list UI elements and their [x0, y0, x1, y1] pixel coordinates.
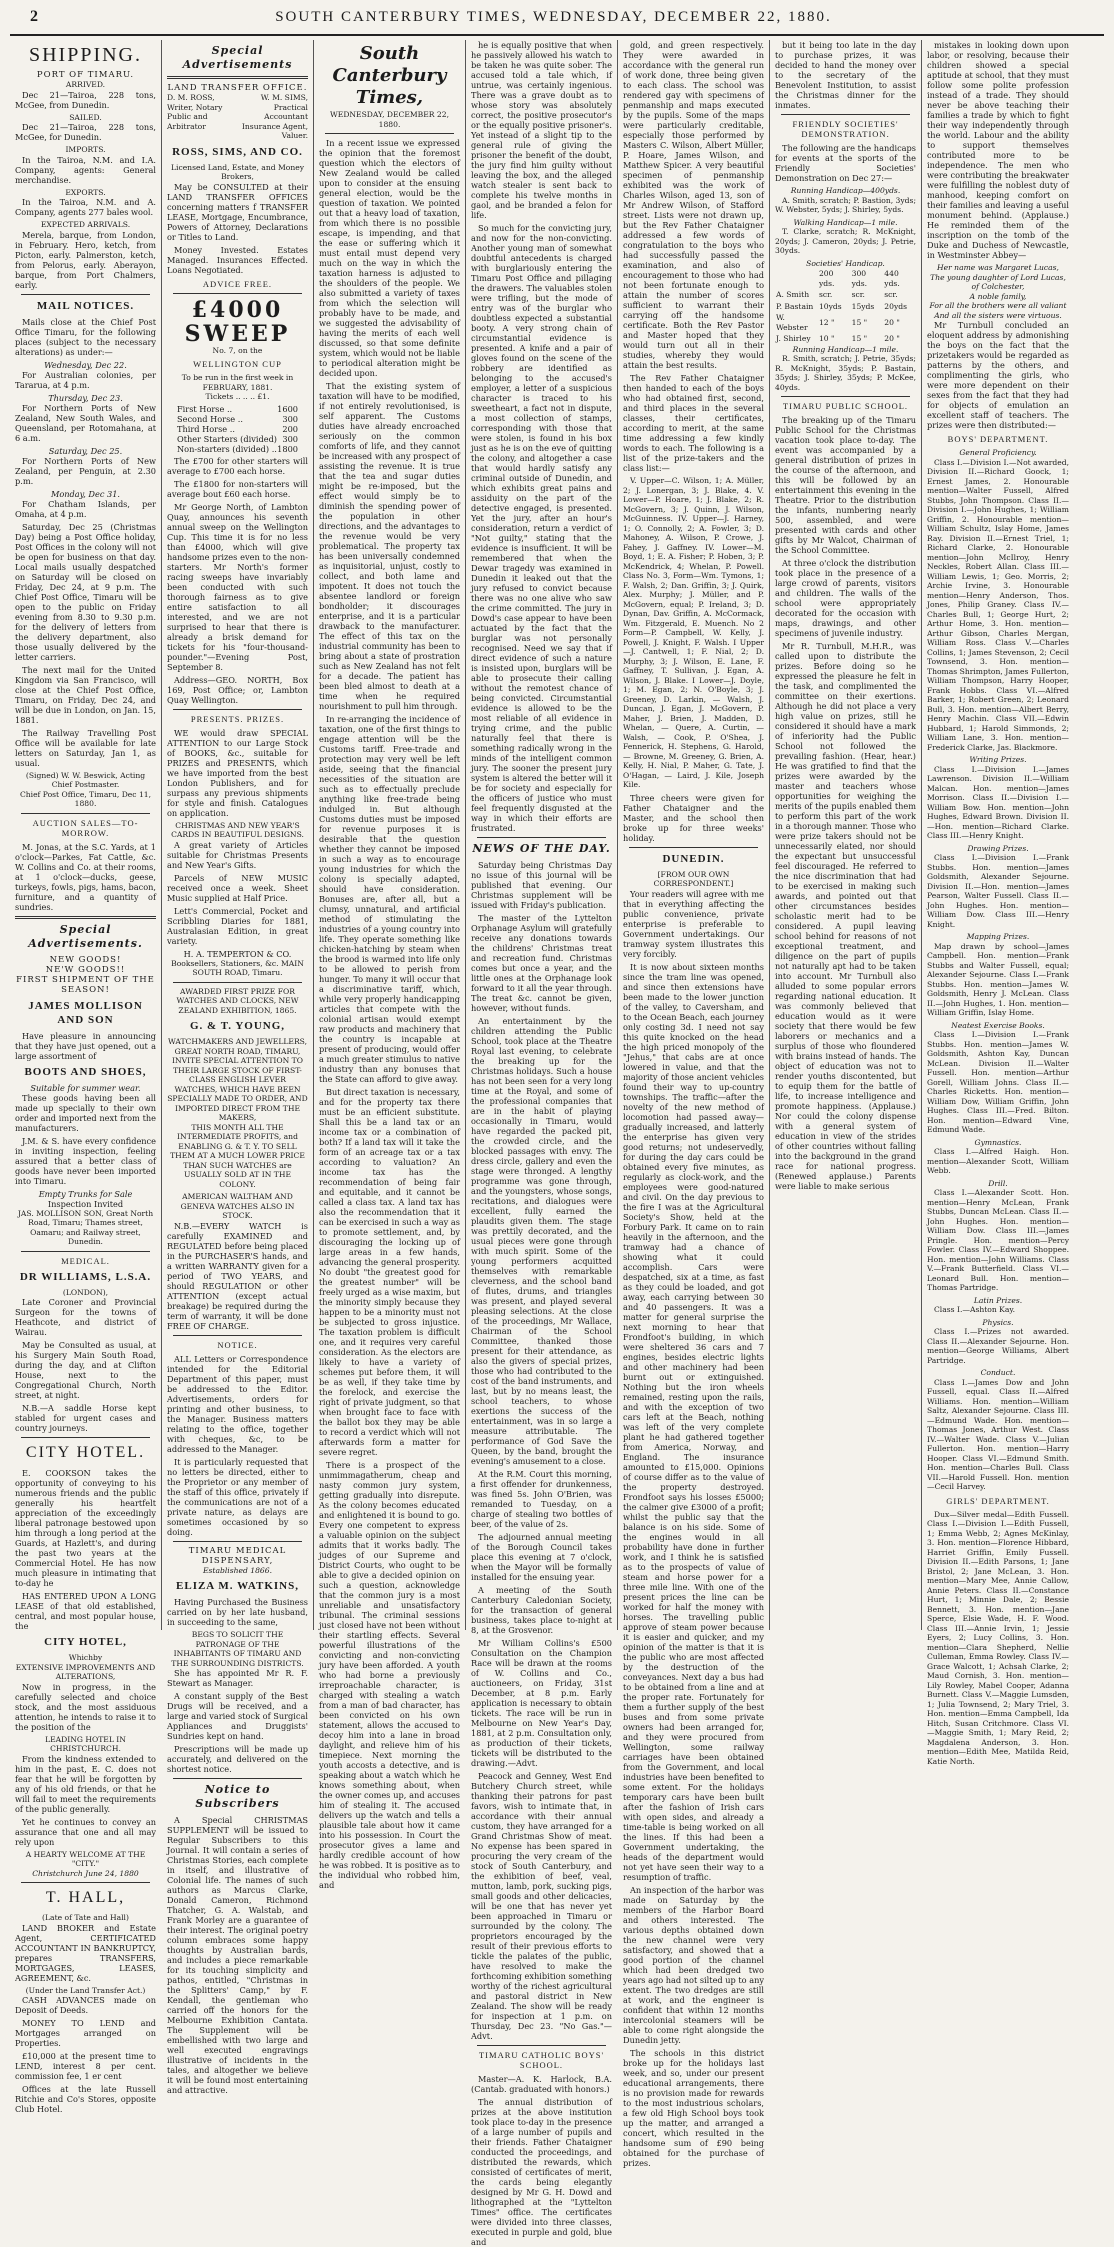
city-text-5: Yet he continues to convey an assurance that one and all may rely upon [15, 1816, 156, 1847]
prize-list: Class I.—James Dow and John Fussell, equal. Class II.—Alfred Williams. Hon. mention—William Saltz, Alexander Sejourne. Class III.—Edmund Wade. Hon. mention—Thomas Jones, Arthur West. Class IV.—Walter Wade. Class V.—Julian Fullerton. Hon. mention—Harry Hooper. Class VI.—Edmund Smith. Hon. mention—Charles Bull. Class VII.—Harold Fussell. Hon. mention—Cecil Harvey. [927, 1377, 1069, 1491]
auction-text: M. Jonas, at the S.C. Yards, at 1 o'clock—Parkes, Fat Cattle, &c. W. Collins and Co. at their rooms, at 1 o'clock—ducks, geese, turkeys, fowls, pigs, hams, bacon, furniture, and a quantity of sundries. [15, 841, 156, 912]
news-item: At the R.M. Court this morning, a first offender for drunkenness, was fined 5s. John O'Brien, was remanded to Tuesday, on a charge of stealing two bottles of beer, of the value of 2s. [471, 1469, 612, 1529]
begs-text: BEGS TO SOLICIT THE PATRONAGE OF THE INHABITANTS OF TIMARU AND THE SURROUNDING DISTRICTS. [171, 1630, 304, 1668]
dunedin-paragraph: but it being too late in the day to purchase prizes, it was decided to hand the money over to the secretary of the Benevolent Institution, to assist the Christmas dinner for the inmates. [775, 40, 916, 110]
news-item: A meeting of the South Canterbury Caledonian Society, for the transaction of general business, takes place to-night at 8, at the Grosvenor. [471, 1585, 612, 1635]
divider [477, 2045, 606, 2046]
city-welcome: A HEARTY WELCOME AT THE "CITY." [25, 1849, 146, 1868]
temperton-address: Booksellers, Stationers, &c. MAIN SOUTH ROAD, Timaru. [171, 958, 304, 977]
prize-label: Third Horse .. [177, 423, 235, 434]
column-2 [162, 40, 314, 2095]
prize-amount: 1600 [277, 403, 298, 414]
prize-category: Gymnastics. [974, 1137, 1022, 1147]
watkins-name: ELIZA M. WATKINS, [176, 1580, 299, 1592]
news-item: An entertainment by the children attending the Public School, took place at the Theatre Royal last evening, to celebrate the breaking up for the Christmas holidays. Such a house has not been seen for a very long time at the Royal, and some of the professional companies that are in the habit of playing occasionally in Timaru, would have regarded the packed pit, the crowded circle, and the blocked passages with envy. The dress circle, gallery and even the stage were thronged. A lengthy programme was gone through, and the youngsters, whose songs, recitations, and dialogues were excellent, fully earned the plaudits given them. The stage was prettily decorated, and the usual pieces were gone through with much spirit. Some of the young performers acquitted themselves with remarkable cleverness, and the school band of flutes, drums, and triangles was present, and played several pleasing selections. At the close of the proceedings, Mr Wallace, Chairman of the School Committee, thanked those present for their attendance, as also the givers of special prizes, those who had contributed to the cost of the band instruments, and last, but by no means least, the school teachers, to whose exertions the success of the entertainment, was in so large a measure attributable. The performance of God Save the Queen, by the band, brought the evening's amusement to a close. [471, 1016, 612, 1466]
public-school-paragraph: Mr R. Turnbull, M.H.R., was called upon to distribute the prizes. Before doing so he expressed the pleasure he felt in the task, and complimented the committee on their exertions. Although he did not place a very high value on prizes, still he considered it should have a mark of inferiority had the Public School not followed the prevailing fashion. (Hear, hear.) He was gratified to find that the prizes were awarded by the master and teachers whose opportunities for weighing the merits of the pupils enabled them to perform this part of the work in a thorough manner. Those who were prize takers should not be unnecessarily elated, nor should the expectant but unsuccessful feel discouraged. He referred to the nice discrimination that had to be exercised in making such awards, and pointed out that other circumstances besides scholastic merit had to be considered. A pupil leaving school behind for reasons of not exceptional treatment, and diligence on the part of pupils not naturally apt had to be taken into account. Mr Turnbull also alluded to some popular errors regarding national education. It was commonly believed that education would as it were society that there would be few laborers or mechanics and a surplus of those who floundered with brains instead of hands. The object of education was not to render youths discontented, but to equip them for the battle of life, to increase intelligence and promote happiness. (Applause.) Nor could the colony dispense with a general system of education in view of the strides of other countries without falling into the background in the grand race for national progress. (Renewed applause.) Parents were liable to make serious [775, 641, 916, 1191]
nameplate: South Canterbury Times, [332, 43, 447, 108]
catholic-school-heading: TIMARU CATHOLIC BOYS' SCHOOL. [478, 2050, 604, 2070]
city-text-3: Now in progress, in the carefully selected and choice stock, and the most assiduous attention, he intends to raise it to the position of the [15, 1681, 156, 1732]
sweep-prize-row [177, 434, 298, 444]
mail-line: Wednesday, Dec 22. [44, 359, 127, 370]
dispensary-established: Established 1866. [202, 1565, 273, 1575]
news-item: Saturday being Christmas Day no issue of this journal will be published that evening. Our Christmas supplement will be issued with Friday's publication. [471, 860, 612, 910]
new-goods-1: NEW GOODS! [49, 954, 122, 965]
city-leading: LEADING HOTEL IN CHRISTCHURCH. [45, 1734, 126, 1753]
table-cell: 15 " [851, 334, 868, 343]
societies-heading: Societies' Handicap. [806, 258, 885, 268]
sailed-heading: SAILED. [69, 112, 102, 122]
notice-text-2: It is particularly requested that no letters be directed, either to the Proprietor or any member of the staff of this office, privately if the communications are not of a private nature, as delays are sometimes occasioned by so doing. [167, 1456, 308, 1537]
editorial-paragraph: But direct taxation is necessary, and for the property tax there must be an efficient substitute. Shall this be a land tax or an income tax or a combination of both? If a land tax will it take the form of an acreage tax or a tax according to valuation? An income tax has the recommendation of being fair and equitable, and it cannot be called a class tax. A land tax has also the recommendation that it can be exercised in such a way as to promote settlement, and, by discouraging the locking up of large areas in a few hands, advancing the general prosperity. No doubt "the greatest good for the greatest number" will be freely urged as a wise maxim, but the minority simply because they happen to be a minority must not be subjected to gross injustice. The taxation problem is difficult one, and it requires very careful consideration. As the electors are likely to have a variety of schemes put before them, it will be as well, if they take time by the forelock, and exercise the right of private judgment, so that when brought face to face with the ballot box they may be able to record a verdict which will not afterwards form a matter for severe regret. [319, 1087, 460, 1457]
mail-line: For Northern Ports of New Zealand, per Penguin, at 2.30 p.m. [15, 455, 156, 486]
table-header: 440 yds. [884, 269, 900, 288]
williams-text: Late Coroner and Provincial Surgeon for the towns of Heathcote, and district of Wairau. [15, 1297, 156, 1337]
xmas-text: A great variety of Articles suitable for Christmas Presents and New Year's Gifts. [167, 839, 308, 870]
prize-list: Class I.—Division I.—Frank Stubbs. Hon. mention—James W. Goldsmith, Ashton Kay, Duncan McLean. Division II.—Walter Fussell. Hon. mention—Arthur Gorell, William Johns. Class II.—Charles Ricketts. Hon. mention—William Dow, William Griffin, John Hughes. Class III.—Fred. Bilton. Hon. mention—Edward Vine, Edmund Wade. [927, 1030, 1069, 1134]
exports-heading: EXPORTS. [65, 187, 106, 197]
cash-text: CASH ADVANCES made on Deposit of Deeds. [15, 1995, 156, 2015]
column-3 [314, 40, 466, 1890]
city-text-4: From the kindness extended to him in the past, E. C. does not fear that he will be forgotten by any of his old friends, or that he will fail to meet the requirements of the public generally. [15, 1753, 156, 1814]
divider [21, 813, 150, 814]
divider [477, 837, 606, 838]
prize-list: Class I.—Alfred Haigh. Hon. mention—Alexander Scott, William Webb. [927, 1147, 1069, 1175]
mail-line: Saturday, Dec 25. [48, 445, 123, 456]
page-title: SOUTH CANTERBURY TIMES, WEDNESDAY, DECEMBER 22, 1880. [275, 9, 832, 25]
prize-category: General Proficiency. [959, 448, 1037, 457]
poem-line: The young daughter of Lord Lucas, of Colchester, [930, 272, 1066, 291]
table-cell: scr. [884, 290, 898, 299]
expected-text: Merela, barque, from London, in February. Hero, ketch, from Picton, early. Palmerston, ketch, from Pelorus, early. Aberayon, barque, from Port Chalmers, early. [15, 229, 156, 290]
news-item: Mr William Collins's £500 Consultation on the Champion Race will be drawn at the rooms of W. Collins and Co., auctioneers, on Friday, 31st December, at 8 p.m. Early application is necessary to obtain tickets. The race will be run in Melbourne on New Year's Day, 1881, at 2 p.m. Consultation only, as production of their tickets, tickets will be distributed to the drawing.—Advt. [471, 1638, 612, 1768]
whitby: Whichby [68, 1653, 103, 1662]
imports-text: In the Tairoa, N.M. and I.A. Company, agents: General merchandise. [15, 154, 156, 185]
table-row [775, 333, 916, 345]
societies-table [775, 268, 916, 345]
table-cell: 20 " [884, 334, 900, 343]
divider [781, 114, 910, 115]
prize-category: Conduct. [980, 1368, 1016, 1377]
divider [173, 1335, 302, 1336]
news-item: The master of the Lyttelton Orphanage Asylum will gratefully receive any donations towards the childrens' Christmas treat and recreation fund. Christmas comes but once a year, and the little ones at the Orphanage look forward to it all the year through. The treat &c. cannot be given, however, without funds. [471, 913, 612, 1013]
sweep-address: Address—GEO. NORTH, Box 169, Post Office; or, Lambton Quay Wellington. [167, 674, 308, 705]
column-7 [922, 40, 1074, 1766]
walking-list: T. Clarke, scratch; R. McKnight, 20yds; J. Cameron, 20yds; J. Petrie, 30yds. [775, 227, 916, 255]
prize-list: Class I.—Division I.—Frank Stubbs. Hon. mention—James Goldsmith, Alexander Sejourne. Division II.—Hon. mention—James Pearson, Walter Fussell. Class II.—John Hughes. Hon. mention—William Dow. Class III.—Henry Knight. [927, 853, 1069, 929]
page-header [10, 8, 1104, 36]
firm-brokers: Licensed Land, Estate, and Money Brokers, [170, 162, 305, 181]
new-goods-2: NE'W GOODS!! [45, 964, 126, 975]
city-text: E. COOKSON takes the opportunity of conveying to his numerous friends and the public generally his heartfelt appreciation of the exceedingly liberal patronage bestowed upon him through a long period at the Guards, at Hazlett's, and during the past two years at the Commercial Hotel. He has now much pleasure in intimating that to-day he [15, 1468, 156, 1588]
prize-category: Writing Prizes. [969, 755, 1027, 764]
sweep-text-2: The £1800 for non-starters will average bout £60 each horse. [167, 478, 308, 499]
table-header: 200 yds. [818, 269, 835, 288]
watkins-text: Having Purchased the Business carried on by her late husband, in succeeding to the same, [167, 1597, 308, 1627]
divider [325, 133, 454, 134]
divider [173, 293, 302, 294]
sweep-prize-row [177, 404, 298, 414]
expected-heading: EXPECTED ARRIVALS. [40, 220, 131, 229]
prize-list: Class I.—Ashton Kay. [934, 1305, 1016, 1314]
money-text: MONEY TO LEND and Mortgages arranged on Properties. [15, 2018, 156, 2048]
editorial-paragraph: That the existing system of taxation will have to be modified, if not entirely revolutionised, is self apparent. The Customs duties have already encroached seriously on the common comforts of life, and they cannot be increased with any prospect of assisting the revenue. It is true that the tea and sugar duties might be re-imposed, but the effect would simply be to diminish the spending power of the population in other directions, and the advantages to the revenue would be very problematical. The property tax has been universally condemned as inquisitorial, unjust, costly to collect, and both lame and impotent. It does not touch the absentee landlord or foreign bondholder; it discourages enterprise, and it is a particular drawback to the manufacturer. The effect of this tax on the industrial community has been to bring about a state of prostration such as New Zealand has not felt for a decade. The patient has been bled almost to death at a time when he required nourishment to pull him through. [319, 381, 460, 711]
column-1 [10, 40, 162, 2114]
table-cell: 12 " [818, 317, 835, 327]
money-text-2: £10,000 at the present time to LEND, interest 8 per cent. commission fee, 1 er cent [15, 2051, 156, 2081]
dunedin-paragraph: The schools in this district broke up for the holidays last week, and so, under our present educational arrangements, there is no provision made for rewards to the most industrious scholars, a few old High School boys took up the matter, and arranged a concert, which resulted in the handsome sum of £90 being obtained for the purchase of prizes. [623, 2047, 764, 2168]
arrived-text: Dec 21—Tairoa, 228 tons, McGee, from Dunedin. [15, 89, 156, 110]
boots-heading: BOOTS AND SHOES, [24, 1065, 147, 1078]
running-2-list: R. Smith, scratch; J. Petrie, 35yds; R. McKnight, 35yds; P. Bastain, 35yds; J. Shirley, 35yds; P. McKee, 40yds. [775, 354, 916, 392]
table-row [775, 301, 916, 313]
hall-sub: (Late of Tate and Hall) [42, 1913, 129, 1922]
dunedin-paragraph: Your readers will agree with me that in everything affecting the public convenience, private enterprise is preferable to Government undertakings. Our tramway system illustrates this very forcibly. [623, 888, 764, 959]
arrived-heading: ARRIVED. [65, 80, 106, 89]
prize-amount: 1800 [277, 443, 298, 454]
prize-label: Non-starters (divided) .. [177, 443, 277, 454]
catholic-text: The Rev Father Chataigner then handed to each of the boys who had obtained first, second, and third places in the several classes, their certificates, according to merit, at the same time addressing a few kindly words to each. The following is a list of the prize-takers and the class list:— [623, 373, 764, 473]
column-6 [770, 40, 922, 1630]
music-text: Parcels of NEW MUSIC received once a week. Sheet Music supplied at Half Price. [167, 872, 308, 903]
offices-text: Offices at the late Russell Ritchie and Co's Stores, opposite Club Hotel. [15, 2084, 156, 2114]
divider [167, 76, 308, 79]
catholic-text: Three cheers were given for Father Chataigner and the Master, and the school then broke up for three weeks' holiday. [623, 792, 764, 843]
divider [173, 982, 302, 983]
williams-london: (LONDON), [62, 1287, 109, 1297]
catholic-prize-list: V. Upper—C. Wilson, 1; A. Müller, 2; J. Lonergan, 3; J. Blake, 4. V. Lower—P. Hoare, 1; J. Blake, 2; R. McGovern, 3; J. Quinn, J. Wilson, McGuinness. IV. Upper—J. Harney, 1; O. Connolly, 2; A. Fowler, 3; D. Mahoney, A. Wilson, P. Crowe, J. Fahey, J. Gaffney. IV. Lower—M. Boyd, 1; E. A. Fisher; P. Hoben, 3; P. McKendrick, 4; Whelan, P. Powell. Class No. 3, Form—Wm. Tymons, 1; F. Walsh, 2; Dan. Griffin, 3; J. Quirk, Alex. Murphy; J. Müller, and P. McGovern, equal; P. Ireland, 3; D. Dynan, Dav. Griffin, A. McCormack, Wm. Fitzgerald, E. Muench. No 2 Form—P. Campbell, W. Kelly, J. Powell, J. Knight, F. Walsh. I Upper—J. Cantwell, 1; F. Nial, 2; D. Murphy, 3; J. Wilson, E. Lane, F. Gaffney, T. Sullivan, J. Egan, A. Wilson, J. Blake. I Lower—J. Doyle, 1; M. Egan, 2; N. O'Boyle, 3; J. Greeney, D. Larkin, — Walsh, J. Duncan, J. Egan, J. McGovern, P. Maher, J. Brien, J. Madden, D. Whelan, — Quere, A. Curtin, — Walsh, — Cook, P. O'Shea, J. Fennerick, H. Stephens, G. Harold, — Browne, M. Greeney, G. Brien, A. Kelly, H. Nial, P. Maher, G. Tate, J. O'Hagan, — Laird, J. Kile, Joseph Kile. [623, 476, 764, 789]
xmas-cards-heading: CHRISTMAS AND NEW YEAR'S CARDS IN BEAUTIFUL DESIGNS. [171, 820, 304, 839]
mail-notice: Saturday, Dec 25 (Christmas Day) being a Post Office holiday, Post Offices in the colony will not be open for business on that day. Local mails usually despatched on Saturday will be closed on Friday, Dec 24, at 9 p.m. The Chief Post Office, Timaru will be open to the public on Friday evening from 8.30 to 9.30 p.m. for the delivery of letters from the delivery department, also those usually delivered by the letter carriers. [15, 521, 156, 662]
sweep-run: To be run in the first week in FEBRUARY, 1881. [181, 373, 294, 392]
mail-line: For Australian colonies, per Tararua, at 4 p.m. [15, 369, 156, 390]
subscribers-text: A Special CHRISTMAS SUPPLEMENT will be issued to Regular Subscribers to this Journal. It will contain a series of Christmas Stories, each complete in itself, and illustrative of Colonial life. The names of such authors as Marcus Clarke, Donald Cameron, Richmond Thatcher, G. A. Walstab, and Frank Morley are a guarantee of their interest. The original poetry column embraces some happy thoughts by Australian bards, and includes a piece remarkable for its touching simplicity and pathos, entitled, "Christmas in the Splitters' Camp," by F. Kendall, the gentleman who carried off the honors for the Melbourne Exhibition Cantata. The Supplement will be embellished with two large and well executed engravings illustrative of incidents in the tales, and altogether we believe it will be found most entertaining and attractive. [167, 1815, 308, 2095]
city-improve: EXTENSIVE IMPROVEMENTS AND ALTERATIONS, [15, 1662, 156, 1681]
editorial-date: WEDNESDAY, DECEMBER 22, 1880. [329, 110, 450, 129]
imports-heading: IMPORTS. [65, 145, 106, 154]
dunedin-heading: DUNEDIN. [662, 852, 725, 865]
city-date: Christchurch June 24, 1880 [32, 1868, 139, 1878]
table-cell: P. Bastain [776, 301, 814, 311]
friendly-text: The following are the handicaps for events at the sports of the Friendly Societies' Demonstration on Dec 27:— [775, 143, 916, 183]
port-heading: PORT OF TIMARU. [36, 70, 135, 80]
friendly-societies-heading: FRIENDLY SOCIETIES' DEMONSTRATION. [792, 119, 899, 139]
divider [173, 1778, 302, 1779]
signed: (Signed) W. W. Beswick, Acting Chief Postmaster. [25, 770, 146, 789]
city-hotel-heading: CITY HOTEL. [25, 1444, 146, 1461]
firm-name: ROSS, SIMS, AND CO. [172, 145, 303, 158]
walking-heading: Walking Handicap—1 mile. [793, 217, 898, 227]
watkins-text-4: Prescriptions will be made up accurately, and delivered on the shortest notice. [167, 1744, 308, 1774]
first-shipment: FIRST SHIPMENT OF THE SEASON! [16, 974, 155, 995]
auction-heading: AUCTION SALES—TO-MORROW. [32, 817, 139, 838]
railway-notice: The Railway Travelling Post Office will be available for late letters on Saturday, Jan 1, as usual. [15, 727, 156, 768]
prize-category: Drill. [988, 1178, 1008, 1188]
public-school-paragraph: Mr Turnbull concluded an eloquent address by admonishing the boys on the fact that the prizetakers would be regarded as patterns by the others, and complimenting the girls, who were more dependent on their sexes from the fact that they had for objects of emulation an excellent staff of teachers. The prizes were then distributed:— [927, 320, 1069, 430]
columns [10, 40, 1104, 2247]
sweep-tickets: Tickets .. .. .. £1. [205, 392, 270, 401]
special-ads-heading: Special Advertisements [182, 44, 293, 71]
sweep-no: No. 7, on the [212, 345, 263, 355]
watkins-text-3: A constant supply of the Best Drugs will be received, and a large and varied stock of Surgical Appliances and Druggists' Sundries kept on hand. [167, 1691, 308, 1741]
prize-category: Latin Prizes. [973, 1295, 1023, 1305]
table-header: 300 yds. [851, 269, 868, 288]
advice-free: ADVICE FREE. [202, 278, 273, 289]
presents-text: WE would draw SPECIAL ATTENTION to our Large Stock of BOOKS, &c., suitable for PRIZES and PRESENTS, which we have imported from the best London Publishers, and for surpass any previous shipments for style and finish. Catalogues on application. [167, 727, 308, 818]
editorial-paragraph: So much for the convicting jury, and now for the non-convicting. Another young man of somewhat doubtful antecedents is charged with burglariously entering the Timaru Post Office and pillaging the drawers. The valuables stolen were trifling, but the mode of entry was of the burglar who doubtless expected a substantial booty. A very strong chain of circumstantial evidence is presented. A knife and a pair of gloves found on the scene of the robbery are identified as belonging to the accused's employer, a letter of a suspicious character is traced to his sweetheart, a fact not in dispute, a most collection of stamps, corresponding with those that were stolen, is found in his box just as he is on the eve of quitting the colony, and altogether a case that would hardly satisfy any criminal outside of Dunedin, and which exhibits great pains and assiduity on the part of the detective engaged, is presented. Yet the jury, after an hour's consideration, return a verdict of "Not guilty," stating that the evidence is insufficient. It will be remembered that when the Dewar tragedy was examined in Dunedin it leaked out that the jury refused to convict because there was no one alive who saw the crime committed. The jury in Dowd's case appear to have been actuated by the fact that the burglar was not personally recognised. Need we say that if direct evidence of such a nature is insisted upon, burglars will be able to prosecute their calling without the remotest chance of being convicted. Circumstantial evidence is allowed to be the most reliable of all evidence in trying crime, and the public naturally feel that there is something radically wrong in the minds of the intelligent common jury. The sooner the present jury system is altered the better will it be for society and especially for the officers of justice who must feel frequently disgusted at the way in which their efforts are frustrated. [471, 223, 612, 833]
poem-line: A noble family, [969, 291, 1027, 301]
prize-amount: 200 [282, 423, 298, 434]
williams-name: DR WILLIAMS, L.S.A. [19, 1270, 152, 1283]
table-cell: 20yds [884, 301, 907, 311]
column-4 [466, 40, 618, 2247]
divider [21, 294, 150, 295]
running-heading: Running Handicap—400yds. [790, 186, 901, 195]
table-cell: scr. [818, 290, 833, 299]
dispensary-heading: TIMARU MEDICAL DISPENSARY, [188, 1545, 287, 1566]
divider [21, 1251, 150, 1252]
prize-label: Other Starters (divided) [177, 433, 278, 444]
table-cell: J. Shirley [776, 334, 811, 343]
sweep-prize-row [177, 424, 298, 434]
mail-next: The next mail for the United Kingdom via San Francisco, will close at the Chief Post Office, Timaru, on Friday, Dec 24, and will be due in London, on Jan. 15, 1881. [15, 664, 156, 725]
letts-text: Lett's Commercial, Pocket and Scribbling Diaries for 1881, Australasian Edition, in great variety. [167, 905, 308, 946]
page-number: 2 [30, 8, 39, 25]
young-text-2: THIS MONTH ALL THE INTERMEDIATE PROFITS, and ENABLING G. & T. Y. TO SELL THEM AT A MUCH LOWER PRICE THAN SUCH WATCHES are USUALLY SOLD AT IN THE COLONY. [170, 1122, 305, 1189]
table-cell: scr. [851, 290, 865, 299]
public-school-heading: TIMARU PUBLIC SCHOOL. [782, 401, 909, 411]
exports-text: In the Tairoa, N.M. and A. Company, agents 277 bales wool. [15, 197, 156, 217]
prize-list: Class I.—Prizes not awarded. Class II.—Alexander Sejourne. Hon. mention—George Williams, Albert Partridge. [927, 1327, 1069, 1365]
poem-line: And all the sisters were virtuous. [934, 310, 1062, 320]
table-cell [775, 268, 818, 289]
mollison-name: JAMES MOLLISON AND SON [28, 999, 143, 1026]
subscribers-heading: Notice to Subscribers [195, 1783, 280, 1810]
notice-text: ALL Letters or Correspondence intended for the Editorial Department of this paper, must be addressed to the Editor. Advertisements, orders for printing and other business, to the Manager. Business matters relating to the office, together with cheques, &c, to be addressed to the Manager. [167, 1353, 308, 1454]
sweep-text-3: Mr George North, of Lambton Quay, announces his seventh annual sweep on the Wellington Cup. This time it is for no less than £4000, which will give handsome prizes even to the non-starters. Mr North's former racing sweeps have invariably been conducted with such thorough fairness as to give entire satisfaction to all interested, and we are not surprised to hear that there is already a brisk demand for tickets for his "four-thousand-pounder."—Evening Post, September 8. [167, 501, 308, 672]
prize-amount: 300 [282, 433, 298, 444]
inspection: Inspection Invited [47, 1198, 124, 1209]
mail-heading: MAIL NOTICES. [36, 299, 135, 312]
sailed-text: Dec 21—Tairoa, 228 tons, McGee, for Dunedin. [15, 122, 156, 142]
young-nb: N.B.—EVERY WATCH is carefully EXAMINED and REGULATED before being placed in the PURCHASER'S hands, and a written WARRANTY given for a period of TWO YEARS, and should REGULATION or other ATTENTION (except actual breakage) be required during the term of warranty, it will be done FREE OF CHARGE. [167, 1220, 308, 1331]
table-cell: 15 " [851, 317, 868, 327]
prize-list: Map drawn by school—James Campbell. Hon. mention—Frank Stubbs and Walter Fussell, equal; Alexander Sejourne. Class I.—Frank Stubbs. Hon. mention—James W. Goldsmith, Henry J. McLean. Class II.—John Hughes, 1. Hon. mention—William Griffin, Islay Home. [927, 941, 1069, 1017]
boys-department-heading: BOYS' DEPARTMENT. [947, 434, 1049, 444]
hall-text: LAND BROKER and Estate Agent, CERTIFICATED ACCOUNTANT IN BANKRUPTCY, prepares TRANSFERS, MORTGAGES, LEASES, AGREEMENT, &c. [15, 1922, 156, 1983]
sweep-prize-table [177, 404, 298, 454]
american-watches: AMERICAN WALTHAM AND GENEVA WATCHES ALSO IN STOCK. [180, 1192, 295, 1220]
mail-line: For Northern Ports of New Zealand, New South Wales, and Queensland, per Rotomahana, at 6 a.m. [15, 402, 156, 443]
catholic-text: gold, and green respectively. They were awarded in accordance with the general run of work done, three being given to each class. The school was rendered gay with specimens of penmanship and maps executed by the pupils. Some of the maps were particularly creditable, especially those performed by Masters C. Wilson, Albert Müller, P. Hoare, James Wilson, and Matthew Spicer. A very beautiful specimen of penmanship exhibited was the work of Charles Wilson, aged 13, son of Mr Andrew Wilson, of Stafford street. Lists were not drawn up, but the Rev Father Chataigner addressed a few words of congratulation to the boys who had successfully passed the examination, and also of encouragement to those who had not been fortunate enough to attain the number of scores sufficient to warrant their carrying off the handsome certificate. Both the Rev Pastor and Master hoped that they would turn out all in their studies, whereby they would attain the best results. [623, 40, 764, 370]
sweep-sub: WELLINGTON CUP [193, 359, 282, 369]
williams-text-2: May be Consulted as usual, at his Surgery Main South Road, during the day, and at Clifton House, next to the Congregational Church, North street, at night. [15, 1340, 156, 1400]
dunedin-sub: [FROM OUR OWN CORRESPONDENT.] [653, 869, 734, 888]
mail-line: Thursday, Dec 23. [48, 392, 123, 403]
prize-category: Neatest Exercise Books. [951, 1020, 1045, 1030]
dunedin-paragraph: It is now about sixteen months since the tram line was opened, and since then extensions have been made to the lower junction of the valley, to Caversham, and to the Ocean Beach, each journey only costing 3d. I need not say this quite knocked on the head the high priced monopoly of the "Jehus," that cabs are at once lowered in value, and that the majority of those ancient vehicles found their way to up-country townships. The traffic—after the novelty of the new method of locomotion had passed away—gradually increased, and latterly the enterprise has given very good returns; not undeservedly, for during the day cars could be obtained every five minutes, as regularly as clock-work, and the employees were good-natured and civil. On the day previous to the fire I was at the Agricultural Society's Show, held at the Forbury Park. It came on to rain heavily in the afternoon, and the tramway had a chance of showing what it could accomplish. Cars were despatched, six at a time, as fast as they could be loaded, and got away, each carrying between 30 and 40 passengers. It was a matter for general surprise the next morning to hear that Frondfoot's building, in which were sheltered 36 cars and 7 engines, besides electric lights and other machinery had been burnt out or extinguished. Nothing but the iron wheels remained, resting upon the rails, and with the exception of two cars left at the Beach, nothing was left of the very complete plant he had gathered together from America, Norway, and England. The insurance amounted to £15,000. Opinions of course differ as to the value of the property destroyed. Frondfoot says his losses £5000; the calmer give £3000 of a profit; whilst the public say that the balance is on his side. Some of the engines would in all probability have done in further work, and I think he is satisfied as to the prospects of value of steam and horse power for a three mile line. With one of the present prices the line can be worked for half the money with horses. The travelling public approve of steam power because it is easier and quicker, and my opinion of the matter is that it is the public who are most affected by the destruction of the conveyances. Next day a bus had to be obtained from a line and at the proper rate. Fortunately for them a further supply of the best buses and from some private owners had been arranged for, and they were procured from Wellington, some railway carriages have been obtained from the Government, and local industries have been benefited to some extent. For the holidays temporary cars have been built after the fashion of Irish cars with open sides, and already a time-table is being worked on all the lines. If this had been a Government undertaking, the heads of the department would not yet have seen their way to a resumption of traffic. [623, 961, 764, 1882]
table-row [775, 289, 916, 301]
mollison-signature: JAS. MOLLISON SON, Great North Road, Timaru; Thames street, Oamaru; and Railway street, Dunedin. [17, 1208, 154, 1246]
sims-credentials: W. M. SIMS, Practical Accountant Insurance Agent, Valuer. [241, 93, 308, 140]
news-heading: NEWS OF THE DAY. [472, 842, 611, 855]
land-transfer-text: May be CONSULTED at their LAND TRANSFER OFFICES concerning matters f TRANSFER LEASE, Mortgage, Encumbrance, Powers of Attorney, Declarations or Titles to Land. [167, 181, 308, 242]
prize-amount: 300 [282, 413, 298, 424]
city-big: CITY HOTEL, [44, 1636, 127, 1648]
young-text: WATCHMAKERS AND JEWELLERS, GREAT NORTH ROAD, TIMARU, INVITE SPECIAL ATTENTION TO THEIR LARGE STOCK OF FIRST-CLASS ENGLISH LEVER WATCHES, WHICH HAVE BEEN SPECIALLY MADE TO ORDER, AND IMPORTED DIRECT FROM THE MAKERS, [167, 1037, 308, 1122]
presents-heading: PRESENTS. PRIZES. [190, 713, 285, 724]
divider [21, 1882, 150, 1883]
trunks: Empty Trunks for Sale [38, 1188, 133, 1199]
mollison-text: Have pleasure in announcing that they have just opened, out a large assortment of [15, 1030, 156, 1061]
editorial-paragraph: he is equally positive that when he passively allowed his watch to be taken he was quite sober. The accused told a tale which, if untrue, was certainly ingenious. There was a grave doubt as to whose story was absolutely correct, the positive prosecutor's or the equally positive prisoner's. Yet instead of a slight tip to the general rule of giving the prisoner the benefit of the doubt, the jury find him guilty without leaving the box, and the alleged watch stealer is sent back to complete his twelve months in gaol, and be branded a felon for life. [471, 40, 612, 220]
divider [629, 847, 758, 848]
running-list: A. Smith, scratch; P. Bastion, 3yds; W. Webster, 5yds; J. Shirley, 5yds. [775, 195, 916, 214]
running-2-heading: Running Handicap—1 mile. [792, 344, 899, 354]
prize-list: Class I.—Division I.—Not awarded, Division II.—Richard Goock, 1; Ernest James, 2. Honourable mention—Walter Fussell, Alfred Stubbs, John Thompson. Class II.—Division I.—John Hughes, 1; William Griffin, 2. Honourable mention—William Schultz, Islay Home, James Ray. Division II.—Ernest Triel, 1; Richard Clarke, 2. Honourable mention—John McIlroy, Henry Neckles, Robert Allan. Class III.—William Lewis, 1; Geo. Morris, 2; Archie Irvine, 3. Honourable mention—Henry Anderson, Thos. Jones, Philip Graney. Class IV.—Charles Bull, 1; George Hurt, 2; Arthur Home, 3. Hon. mention—Arthur Gibson, Charles Mergan, William Ross. Class V.—Charles Collins, 1; James Stevenson, 2; Cecil Townsend, 3. Hon. mention—Thomas Shrimpton, James Fullerton, William Thompson, Harry Hooper, Frank Hobbs. Class VI.—Alfred Barker, 1; Robert Green, 2; Leonard Bull, 3. Hon. mention—Albert Berry, Henry Machin. Class VII.—Edwin Hubbard, 1; Harold Simmonds, 2; William Lane, 3. Hon. mention—Frederick Clarke, Jas. Blackmore. [927, 457, 1069, 752]
prize-category: Physics. [982, 1317, 1014, 1327]
poem-line: Her name was Margaret Lucas, [937, 263, 1059, 272]
young-name: G. & T. YOUNG, [189, 1020, 286, 1032]
editorial-paragraph: In a recent issue we expressed the opinion that the foremost question which the electors of New Zealand would be called upon to consider at the ensuing general election, would be the question of taxation. We pointed out that a heavy load of taxation, from which there is no possible escape, is impending, and that the ease or suffering which it must entail must depend very much on the way in which the taxation harness is adjusted to the shoulders of the people. We also submitted a variety of taxes from which the selection will probably have to be made, and we suggested the advisability of having the merits of each well discussed, so that some definite system, which would not be liable to periodical alteration might be decided upon. [319, 138, 460, 378]
news-item: The adjourned annual meeting of the Borough Council takes place this evening at 7 o'clock, when the Mayor will be formally installed for the ensuing year. [471, 1532, 612, 1582]
table-cell: W. Webster [776, 313, 808, 332]
dunedin-paragraph: An inspection of the harbor was made on Saturday by the members of the Harbor Board and others interested. The various depths obtained down the new channel were very satisfactory, and showed that a good portion of the channel which had been dredged two years ago had not silted up to any extent. The two dredges are still at work, and the engineer is confident that within 12 months intercolonial steamers will be able to come right alongside the Dunedin jetty. [623, 1884, 764, 2045]
public-school-paragraph: The breaking up of the Timaru Public School for the Christmas vacation took place to-day. The event was accompanied by a general distribution of prizes in the course of the afternoon, and this will be followed by an entertainment this evening in the Theatre. Prior to the distribution the infants, numbering nearly 500, assembled, and were presented with cards and other gifts by Mr Walcot, Chairman of the School Committee. [775, 415, 916, 555]
mail-intro: Mails close at the Chief Post Office Timaru, for the following places (subject to the necessary alterations) as under:— [15, 316, 156, 357]
prize-category: Mapping Prizes. [966, 932, 1030, 941]
mollison-text-3: J.M. & S. have every confidence in inviting inspection, feeling assured that a better class of goods have never been imported into Timaru. [15, 1135, 156, 1186]
land-transfer-text-2: Money Invested. Estates Managed. Insurances Effected. Loans Negotiated. [167, 244, 308, 275]
table-cell: A. Smith [776, 290, 810, 299]
table-cell: 15yds [851, 301, 875, 311]
land-transfer-partners [167, 93, 308, 141]
divider [15, 916, 156, 919]
hall-act: (Under the Land Transfer Act.) [25, 1985, 146, 1995]
news-item: Peacock and Genney, West End Butchery Church street, while thanking their patrons for past favors, wish to intimate that, in accordance with their annual custom, they have arranged for a Grand Christmas Show of meat. No expense has been spared in procuring the very cream of the stock of South Canterbury, and the exhibition of beef, veal, mutton, lamb, pork, sucking pigs, small goods and other delicacies, will be one that has never yet been approached in Timaru or surrounded by the colony. The proprietors encouraged by the result of their previous efforts to tickle the palates of the public, have resolved to make the forthcoming exhibition something worthy of the richest agricultural and pastoral district in New Zealand. The show will be ready for inspection at 1 p.m. on Thursday, Dec 23. "No Gas."—Advt. [471, 1771, 612, 2041]
public-school-paragraph: At three o'clock the distribution took place in the presence of a large crowd of parents, visitors and children. The walls of the school were appropriately decorated for the occasion with maps, drawings, and other specimens of juvenile industry. [775, 558, 916, 638]
catholic-master: Master—A. K. Harlock, B.A. (Cantab. graduated with honors.) [471, 2074, 612, 2094]
mollison-text-2: These goods having been all made up specially to their own order and imported next from the manufacturers. [15, 1092, 156, 1133]
hall-heading: T. HALL, [45, 1889, 126, 1906]
catholic-text: The annual distribution of prizes at the above institution took place to-day in the presence of a large number of pupils and their friends. Father Chataigner conducted the proceedings, and distributed the rewards, which consisted of certificates of merit, the cards being elegantly designed by Mr G. H. Dowd and lithographed at the "Lyttelton Times" office. The certificates were divided into three classes, executed in purple and gold, blue and [471, 2097, 612, 2247]
special-ads-heading: Special Advertisements. [28, 922, 143, 950]
editorial-paragraph: In re-arranging the incidence of taxation, one of the first things to engage attention will be the Customs tariff. Free-trade and protection may very well be left aside, seeing that the financial necessities of the situation are such as to effectually preclude anything like free-trade being indulged in. But although Customs duties must be imposed for revenue purposes it is desirable that the question whether they cannot be imposed in such a way as to encourage young industries for which the colony is specially adapted, should have consideration. Bonuses are, after all, but a clumsy, unnatural, and artificial method of stimulating the industries of a young country into life. They operate something like chicken-hatching by steam when the brood is warmed into life only to be allowed to perish from hunger. To many it will occur that a discriminative tariff, which, while very properly handicapping articles that compete with the colonial artisan would exempt raw products and machinery that the country is incapable at present of producing, would offer a much greater stimulus to native industry than any bonuses that the State can afford to give away. [319, 714, 460, 1084]
table-cell: 20 " [884, 317, 900, 327]
prize-list: Class I.—Division I.—James Lawrenson. Division II.—William Malcan. Hon. mention—James Morrison. Class II.—Division I.—William Bow. Hon. mention—John Hughes, Edward Brown. Division II.—Hon. mention—Richard Clarke. Class III.—Henry Knight. [927, 764, 1069, 840]
sweep-prize-row [177, 414, 298, 424]
ross-credentials: D. M. ROSS, Writer, Notary Public and Arbitrator [167, 93, 223, 131]
prize-label: First Horse .. [177, 403, 233, 414]
sweep-heading: £4000 SWEEP [184, 296, 291, 347]
editorial-paragraph: There is a prospect of the unmimmagatherum, cheap and nasty common jury system, getting gradually into disrepute. As the colony becomes educated and enlightened it is bound to go. Every one competent to express a valuable opinion on the subject admits that it works badly. The judges of our Supreme and District Courts, who ought to be able to give a decided opinion on such a question, acknowledge that the common jury is a most unreliable and unsatisfactory tribunal. The criminal sessions just closed have not been without their startling effects. Several powerful illustrations of the convicting and non-convicting jury have been afforded. A youth who had borne a previously irreproachable character, is charged with stealing a watch from a man of bad character, has been convicted on his own statement, allows the accused to decoy him into a lane in broad daylight, and relieve him of his timepiece. Next morning the youth accosts a detective, and is speaking about a watch which he knows something about, when the owner comes up, and accuses him of stealing it. The accused delivers up the watch and tells a plausible tale about how it came into his possession. In Court the prosecutor gives a lame and hardly credible account of how he was robbed. It is positive as to the individual who robbed him, and [319, 1460, 460, 1890]
williams-nb: N.B.—A saddle Horse kept stabled for urgent cases and country journeys. [15, 1403, 156, 1433]
table-cell: 10 " [818, 334, 835, 343]
prize-label: Second Horse .. [177, 413, 243, 424]
table-cell: 10yds [818, 301, 842, 311]
divider [173, 1541, 302, 1542]
girls-department-heading: GIRLS' DEPARTMENT. [946, 1495, 1050, 1506]
notice-heading: NOTICE. [217, 1339, 258, 1350]
temperton-name: H. A. TEMPERTON & CO. [183, 948, 292, 959]
watkins-text-2: She has appointed Mr R. F. Stewart as Manager. [167, 1668, 308, 1688]
sweep-text: The £700 for other starters will average to £700 each horse. [167, 455, 308, 476]
divider [21, 1437, 150, 1438]
boots-sub: Suitable for summer wear. [30, 1082, 141, 1093]
poem-line: For all the brothers were all valiant [929, 301, 1067, 310]
divider [173, 709, 302, 710]
awarded-heading: AWARDED FIRST PRIZE FOR WATCHES AND CLOCKS, NEW ZEALAND EXHIBITION, 1865. [176, 986, 299, 1015]
shipping-heading: SHIPPING. [28, 44, 143, 66]
public-school-paragraph: mistakes in looking down upon labor, or resolving, because their children showed a special aptitude at school, that they must follow some polite profession instead of a trade. They should never be above teaching their families a trade by which to fight their way independently through the world. Labour and the ability to support themselves contributed more to be independence. The men who were contributing the breakwater were fulfilling the noblest duty of manhood, keeping comfort on their families and leaving a useful monument behind. (Applause.) He reminded them of the inscription on the tomb of the Duke and Duchess of Newcastle, in Westminster Abbey— [927, 40, 1069, 260]
signed-office: Chief Post Office, Timaru, Dec 11, 1880. [19, 789, 152, 808]
city-text-2: HAS ENTERED UPON A LONG LEASE of that old established, central, and most popular house, the [15, 1591, 156, 1631]
land-transfer-heading: LAND TRANSFER OFFICE. [167, 83, 308, 93]
table-row [775, 268, 916, 289]
mail-line: For Chatham Islands, per Omaha, at 4 p.m. [15, 498, 156, 519]
table-row [775, 312, 916, 333]
prize-list: Dux—Silver medal—Edith Fussell. Class I.—Division I.—Edith Fussell, 1; Emma Webb, 2; Agnes McKinlay, 3. Hon. mention—Florence Hibbard, Harriet Griffin, Emily Fussell. Division II.—Edith Parsons, 1; Jane Bristol, 2; Jane McLean, 3. Hon. mention—Mary Mee, Annie Callow, Annie Peters. Class II.—Constance Hurt, 1; Minnie Dale, 2; Bessie Bennett, 3. Hon. mention—Jane Sperce, Elsie Wade, H. F. Wood. Class III.—Annie Irvin, 1; Jessie Eyers, 2; Lucy Collins, 3. Hon. mention—Clara Shepherd, Nellie Culleman, Emma Rowley. Class IV.—Grace Walcott, 1; Achsah Clarke, 2; Maud Cornish, 3. Hon. mention—Lily Rowley, Mabel Cooper, Adanna Burnett. Class V.—Maggie Lumsden, 1; Julia Townsend, 2; Mary Triel, 3. Hon. mention—Emma Campbell, Ida Hitch, Susan Critchmore. Class VI.—Maggie Smith, 1; Mary Reid, 2; Magdalena Anderson, 3. Hon. mention—Edith Mee, Matilda Reid, Katie North. [927, 1509, 1069, 1766]
divider [781, 396, 910, 397]
sweep-prize-row [177, 444, 298, 454]
column-5 [618, 40, 770, 2168]
mail-line: Monday, Dec 31. [50, 488, 121, 499]
prize-category: Drawing Prizes. [967, 843, 1029, 853]
prize-list: Class I.—Alexander Scott. Hon. mention—Henry McLean, Frank Stubbs, Duncan McLean. Class II.—John Hughes. Hon. mention—William Dow. Class III.—James Pringle. Hon. mention—Percy Fowler. Class IV.—Edward Shoppee. Hon. mention—John Williams. Class V.—Frank Butterfield. Class VI.—Leonard Bull. Hon. mention—Thomas Partridge. [927, 1188, 1069, 1292]
medical-heading: MEDICAL. [61, 1255, 110, 1266]
